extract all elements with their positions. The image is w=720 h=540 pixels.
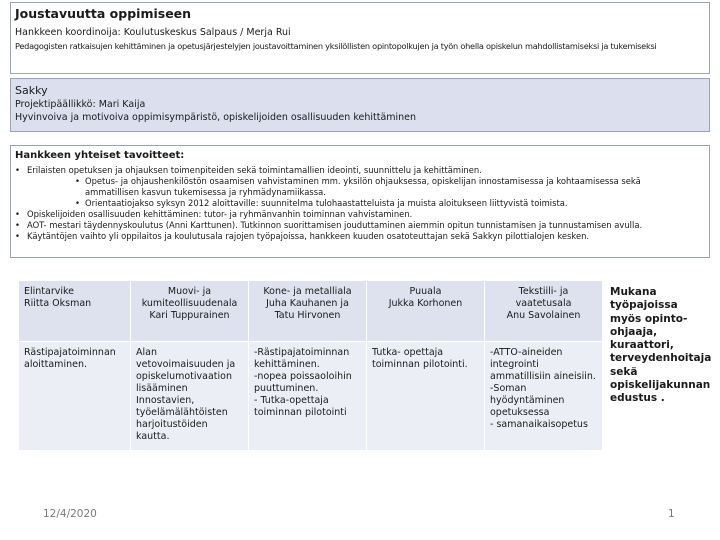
header-cell-muovi: Muovi- ja kumiteollisuudenala Kari Tuppurainen bbox=[131, 281, 249, 342]
list-item: • Orientaatiojakso syksyn 2012 aloittaville: suunnitelma tulohaastatteluista ja muista aloitukseen liittyvistä toimista. bbox=[75, 198, 568, 208]
header-cell-puuala: Puuala Jukka Korhonen bbox=[367, 281, 485, 342]
table-cell: -Rästipajatoiminnan kehittäminen. -nopea poissaoloihin puuttuminen. - Tutka-opettaja toiminnan pilotointi bbox=[249, 342, 367, 451]
sakky-focus: Hyvinvoiva ja motivoiva oppimisympäristö, opiskelijoiden osallisuuden kehittäminen bbox=[15, 112, 417, 123]
pilot-fields-table bbox=[18, 280, 603, 451]
header-cell-tekstiili: Tekstiili- ja vaatetusala Anu Savolainen bbox=[485, 281, 603, 342]
project-description: Pedagogisten ratkaisujen kehittäminen ja opetusjärjestelyjen joustavoittaminen yksilöllisten opintopolkujen ja työn ohella opiskelun mahdollistamiseksi ja tukemiseksi bbox=[15, 41, 657, 51]
list-item: • Erilaisten opetuksen ja ohjauksen toimenpiteiden sekä toimintamallien ideointi, suunnittelu ja kehittäminen. bbox=[15, 165, 482, 175]
sakky-box bbox=[10, 78, 710, 132]
bullet-icon: • bbox=[15, 231, 20, 241]
list-item: • Käytäntöjen vaihto yli oppilaitos ja koulutusala rajojen työpajoissa, hankkeen kuuden osatoteuttajan sekä Sakkyn pilottialojen kesken. bbox=[15, 231, 590, 241]
table-cell: Alan vetovoimaisuuden ja opiskelumotivaation lisääminen Innostavien, työelämälähtöisten harjoitustöiden kautta. bbox=[131, 342, 249, 451]
goals-box bbox=[10, 145, 710, 258]
bullet-icon: • bbox=[15, 165, 20, 175]
header-cell-elintarvike: Elintarvike Riitta Oksman bbox=[19, 281, 131, 342]
header-box bbox=[10, 2, 710, 74]
header-cell-kone: Kone- ja metalliala Juha Kauhanen ja Tatu Hirvonen bbox=[249, 281, 367, 342]
table-header-row bbox=[19, 281, 603, 342]
footer-date: 12/4/2020 bbox=[43, 508, 97, 520]
table-row bbox=[19, 342, 603, 451]
page-number: 1 bbox=[668, 508, 675, 520]
coordinator-line: Hankkeen koordinoija: Koulutuskeskus Salpaus / Merja Rui bbox=[15, 27, 291, 38]
table-cell: Rästipajatoiminnan aloittaminen. bbox=[19, 342, 131, 451]
table-cell: Tutka- opettaja toiminnan pilotointi. bbox=[367, 342, 485, 451]
project-manager: Projektipäällikkö: Mari Kaija bbox=[15, 99, 146, 110]
list-item: • Opetus- ja ohjaushenkilöstön osaamisen vahvistaminen mm. yksilön ohjauksessa, opiskelijan innostamisessa ja kohtaamisessa sekä bbox=[75, 176, 641, 186]
bullet-icon: • bbox=[75, 198, 80, 208]
side-note: Mukana työpajoissa myös opinto- ohjaaja, kuraattori, terveydenhoitaja sekä opiskelijakunnan edustus . bbox=[610, 286, 712, 405]
page-title: Joustavuutta oppimiseen bbox=[15, 6, 192, 21]
list-item-continuation: ammatillisen kasvun tukemisessa ja ryhmädynamiikassa. bbox=[85, 187, 326, 197]
bullet-icon: • bbox=[15, 209, 20, 219]
sakky-name: Sakky bbox=[15, 84, 48, 97]
list-item: • Opiskelijoiden osallisuuden kehittäminen: tutor- ja ryhmänvanhin toiminnan vahvistaminen. bbox=[15, 209, 413, 219]
goals-title: Hankkeen yhteiset tavoitteet: bbox=[15, 150, 185, 161]
list-item: • AOT- mestari täydennyskoulutus (Anni Karttunen). Tutkinnon suorittamisen jouduttaminen aiemmin opitun tunnistamisen ja tunnustamisen avulla. bbox=[15, 220, 643, 230]
table-cell: -ATTO-aineiden integrointi ammatillisiin aineisiin. -Soman hyödyntäminen opetuksessa - samanaikaisopetus bbox=[485, 342, 603, 451]
bullet-icon: • bbox=[75, 176, 80, 186]
bullet-icon: • bbox=[15, 220, 20, 230]
goals-list bbox=[15, 165, 705, 242]
